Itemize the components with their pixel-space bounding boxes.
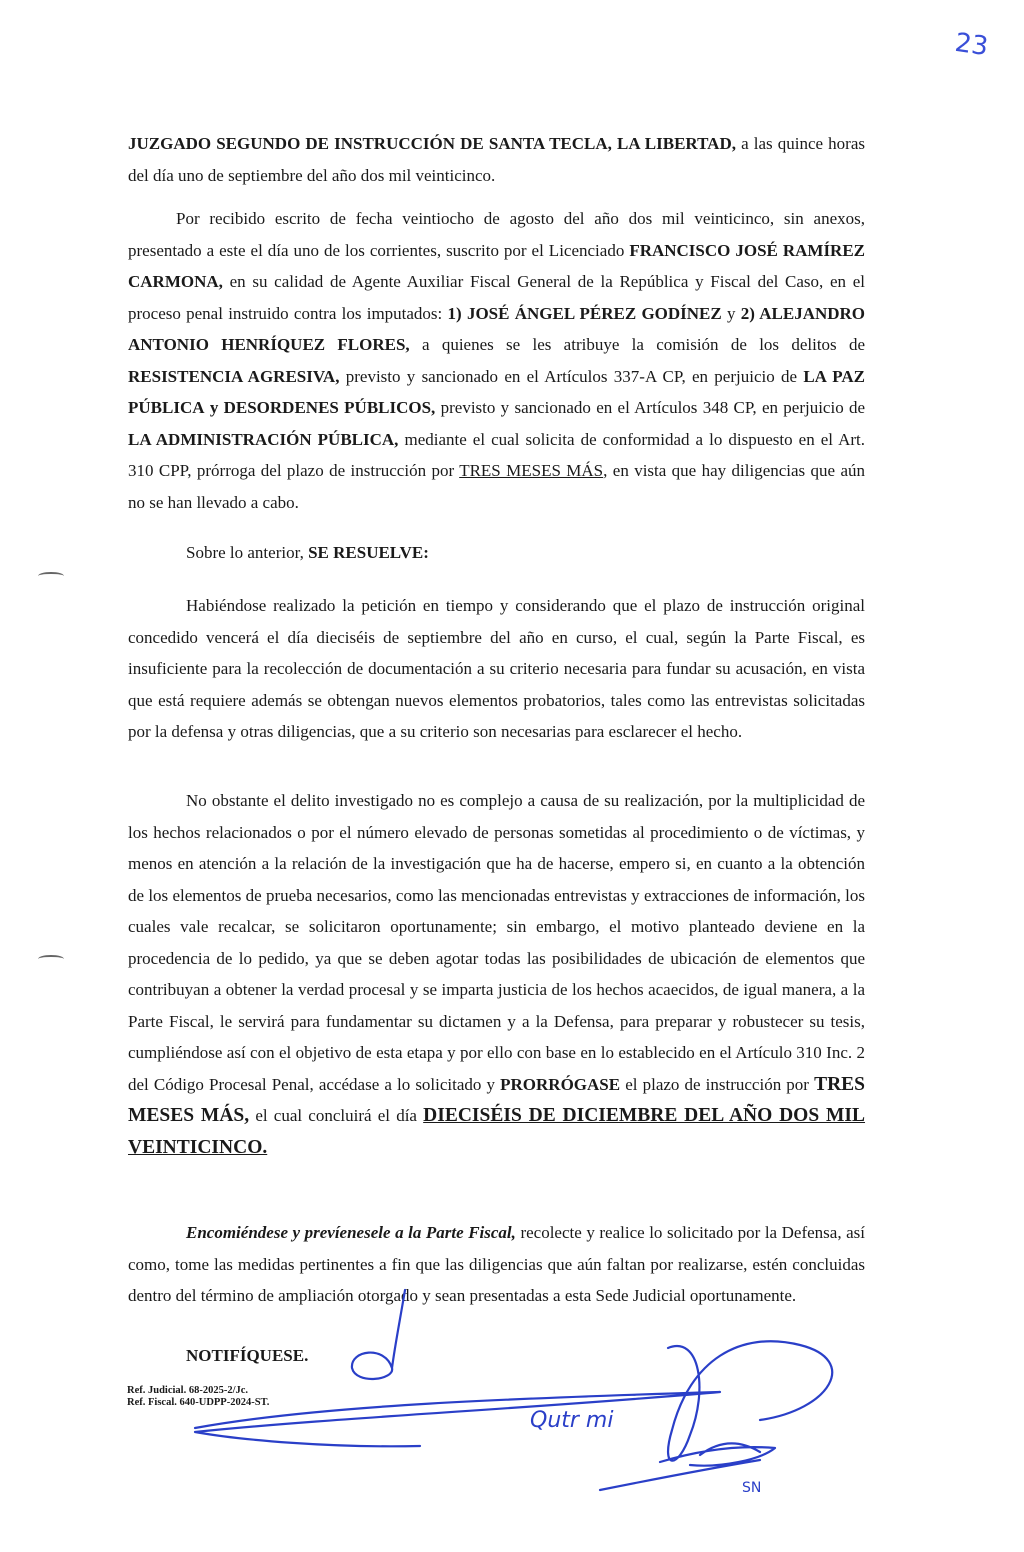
prosecutor-name: FRANCISCO JOSÉ RAMÍREZ CARMONA, (128, 240, 866, 291)
defendant-2: 2) ALEJANDRO ANTONIO HENRÍQUEZ FLORES, (128, 303, 866, 354)
ruling-keyword: PRORRÓGASE (500, 1074, 621, 1094)
text: y (727, 303, 736, 323)
paragraph-receipt (128, 203, 865, 518)
handwritten-page-number: 23 (953, 27, 991, 63)
extension-period: TRES MESES MÁS (459, 461, 604, 480)
text: previsto y sancionado en el Artículos 337-A CP, en perjuicio de (345, 366, 798, 386)
offense-2: DESORDENES PÚBLICOS, (223, 398, 436, 417)
notify-heading: NOTIFÍQUESE. (186, 1346, 309, 1365)
defendant-1: 1) JOSÉ ÁNGEL PÉREZ GODÍNEZ (447, 303, 722, 323)
header-datetime: a las quince horas del día uno de septiembre del año dos mil veinticinco. (128, 134, 865, 185)
paragraph-consideration (128, 590, 865, 748)
header-paragraph (128, 128, 865, 191)
offense-1: RESISTENCIA AGRESIVA, (128, 366, 340, 386)
text: el plazo de instrucción por (625, 1074, 809, 1094)
text: Por recibido escrito de fecha veintiocho de agosto del año dos mil veinticinco, sin anexos, presentado a este el día uno de los corrientes, suscrito por el Licenciado (128, 209, 865, 260)
text: No obstante el delito investigado no es complejo a causa de su realización, por la multiplicidad de los hechos relacionados o por el número elevado de personas sometidas al procedimiento o de víctimas, y menos en atención a la relación de la investigación que ha de hacerse, empero si, en cuanto a la obtención de los elementos de prueba necesarios, como las mencionadas entrevistas y extracciones de información, los cuales vale recalcar, se solicitaron oportunamente; sin embargo, el motivo planteado deviene en la procedencia de lo pedido, ya que se deben agotar todas las posibilidades de ubicación de elementos que contribuyan a obtener la verdad procesal y se imparta justicia de los hechos acaecidos, de igual manera, a la Parte Fiscal, le servirá para fundamentar su dictamen y a la Defensa, para preparar y robustecer su tesis, cumpliéndose así con el objetivo de esta etapa y por ello con base en lo establecido en el Artículo 310 Inc. 2 del Código Procesal Penal, accédase a lo solicitado y (128, 791, 865, 1094)
text: previsto y sancionado en el Artículos 348 CP, en perjuicio de (440, 398, 866, 417)
resolve-heading: SE RESUELVE: (308, 543, 429, 562)
resolve-line (128, 537, 865, 569)
order-lead: Encomiéndese y prevíenesele a la Parte Fiscal, (186, 1223, 516, 1242)
text: Sobre lo anterior, (186, 543, 304, 562)
text: , en vista que hay diligencias que aún no se han llevado a cabo. (128, 461, 866, 512)
deadline-date: DIECISÉIS DE DICIEMBRE DEL AÑO DOS MIL VEINTICINCO. (128, 1105, 866, 1158)
text: en su calidad de Agente Auxiliar Fiscal General de la República y Fiscal del Caso, en el proceso penal instruido contra los imputados: (128, 272, 865, 323)
text: a quienes se les atribuye la comisión de los delitos de (421, 335, 865, 354)
court-name: JUZGADO SEGUNDO DE INSTRUCCIÓN DE SANTA TECLA, LA LIBERTAD, (128, 134, 736, 153)
handwritten-initials: SN (742, 1480, 762, 1496)
judicial-reference: Ref. Judicial. 68-2025-2/Jc. (127, 1385, 249, 1396)
signature-underline (195, 1392, 720, 1446)
paragraph-order (128, 1217, 865, 1312)
text: Habiéndose realizado la petición en tiempo y considerando que el plazo de instrucción original concedido vencerá el día dieciséis de septiembre del año en curso, el cual, según la Parte Fiscal, es insuficiente para la recolección de documentación a su criterio necesaria para fundar su acusación, en vista que está requiere además se obtengan nuevos elementos probatorios, tales como las entrevistas solicitadas por la defensa y otras diligencias, que a su criterio son necesarias para esclarecer el hecho. (128, 596, 865, 741)
fiscal-reference: Ref. Fiscal. 640-UDPP-2024-ST. (127, 1397, 270, 1408)
paragraph-ruling (128, 785, 865, 1163)
victim-2: LA ADMINISTRACIÓN PÚBLICA, (128, 429, 399, 449)
text: mediante el cual solicita de conformidad a lo dispuesto en el Art. 310 CPP, prórroga del plazo de instrucción por (128, 429, 866, 480)
notify-line (128, 1340, 865, 1372)
text: el cual concluirá el día (255, 1106, 417, 1125)
extension-period: TRES MESES MÁS, (128, 1073, 866, 1126)
handwritten-note: Qutr mi (530, 1408, 614, 1433)
punch-hole-mark (38, 955, 64, 963)
reference-block (127, 1385, 269, 1409)
text: y (209, 398, 219, 417)
text: recolecte y realice lo solicitado por la Defensa, así como, tome las medidas pertinentes a fin que las diligencias que aún faltan por realizarse, estén concluidas dentro del término de ampliación otorgado y sean presentadas a esta Sede Judicial oportunamente. (128, 1223, 866, 1305)
victim-1: LA PAZ PÚBLICA (128, 366, 866, 417)
punch-hole-mark (38, 572, 64, 580)
